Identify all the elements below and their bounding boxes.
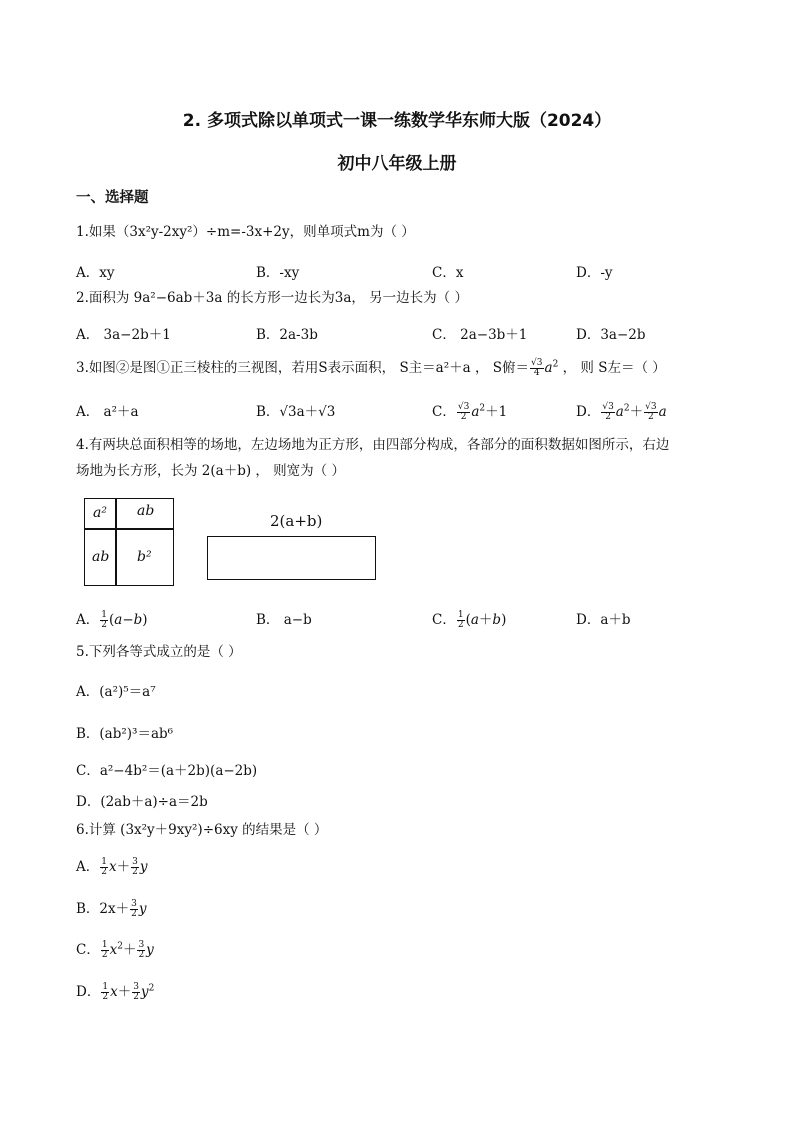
document-subtitle: 初中八年级上册 (337, 154, 457, 174)
option-d: D． $\frac{√3}{2}$ $a^2+$ $\frac{√3}{2}$ a (576, 402, 667, 422)
cell-ab-top: ab (137, 503, 155, 519)
option-b: B．2x＋ $\frac{3}{2}$ y (76, 899, 147, 919)
question-5-stem: 5.下列各等式成立的是（ ） (76, 644, 242, 660)
option-b: B．√3a＋√3 (256, 404, 336, 420)
rectangle-length-label: 2(a+b) (270, 512, 323, 530)
document-title: 2. 多项式除以单项式一课一练数学华东师大版（2024） (182, 111, 612, 131)
fraction: $\frac{√3}{4}$ (531, 358, 543, 378)
option-b: B．-xy (256, 265, 300, 281)
option-c: C． $\frac{1}{2}$ (a＋b) (432, 610, 507, 630)
question-4-line-2: 场地为长方形，长为 2(a＋b) ， 则宽为（ ） (76, 463, 345, 479)
question-3-stem: 3.如图②是图①正三棱柱的三视图，若用S表示面积， S主＝a²＋a ， S俯＝ $\frac{√3}{4}$ $a^2$ ， 则 S左＝（ ） (76, 358, 666, 378)
option-c: C． 2a−3b＋1 (432, 327, 528, 343)
square-field-diagram (84, 498, 174, 586)
question-1-stem: 1.如果（3x²y-2xy²）÷m=-3x+2y，则单项式m为（ ） (76, 224, 415, 240)
question-2-options (76, 323, 726, 345)
option-a: A． 3a−2b＋1 (76, 327, 171, 343)
question-4-stem (76, 432, 726, 484)
option-b: B．2a-3b (256, 327, 318, 343)
question-3-formula-front: S主＝a²＋a ， (399, 360, 489, 376)
option-a: A． $\frac{1}{2}$ x＋ $\frac{3}{2}$ y (76, 857, 148, 877)
question-3-options (76, 400, 726, 422)
option-d: D．-y (576, 265, 613, 281)
question-4-line-1: 4.有两块总面积相等的场地，左边场地为正方形，由四部分构成，各部分的面积数据如图所示，右边 (76, 437, 670, 453)
option-c: C． $\frac{1}{2}$ $x^2+$ $\frac{3}{2}$ y (76, 940, 154, 960)
option-a: A． a²＋a (76, 404, 139, 420)
section-heading: 一、选择题 (76, 190, 149, 206)
option-c: C． $\frac{√3}{2}$ $a^2+1$ (432, 402, 508, 422)
option-b: B． a−b (256, 612, 312, 628)
option-c: C．a²−4b²＝(a＋2b)(a−2b) (76, 763, 258, 779)
question-6-stem: 6.计算 (3x²y＋9xy²)÷6xy 的结果是（ ） (76, 822, 328, 838)
cell-b2: b² (137, 549, 152, 565)
option-a: A．(a²)⁵＝a⁷ (76, 684, 156, 700)
rectangle-field-diagram (207, 536, 376, 580)
question-1-options (76, 261, 726, 283)
option-b: B．(ab²)³＝ab⁶ (76, 726, 174, 742)
option-c: C．x (432, 265, 464, 281)
option-a: A． $\frac{1}{2}$ (a−b) (76, 610, 148, 630)
option-d: D．(2ab＋a)÷a＝2b (76, 794, 208, 810)
question-3-text: 3.如图②是图①正三棱柱的三视图，若用S表示面积， (76, 360, 396, 376)
cell-a2: a² (93, 505, 107, 521)
option-d: D．a＋b (576, 612, 631, 628)
question-4-options (76, 608, 726, 630)
option-d: D．3a−2b (576, 327, 646, 343)
question-3-formula-top: S俯＝ (492, 360, 530, 376)
cell-ab-left: ab (92, 549, 110, 565)
option-d: D． $\frac{1}{2}$ x＋ $\frac{3}{2}$ $y^2$ (76, 982, 155, 1002)
option-a: A．xy (76, 265, 115, 281)
question-3-ask: 则 S左＝（ ） (580, 360, 666, 376)
question-2-stem: 2.面积为 9a²−6ab＋3a 的长方形一边长为3a， 另一边长为（ ） (76, 290, 468, 306)
